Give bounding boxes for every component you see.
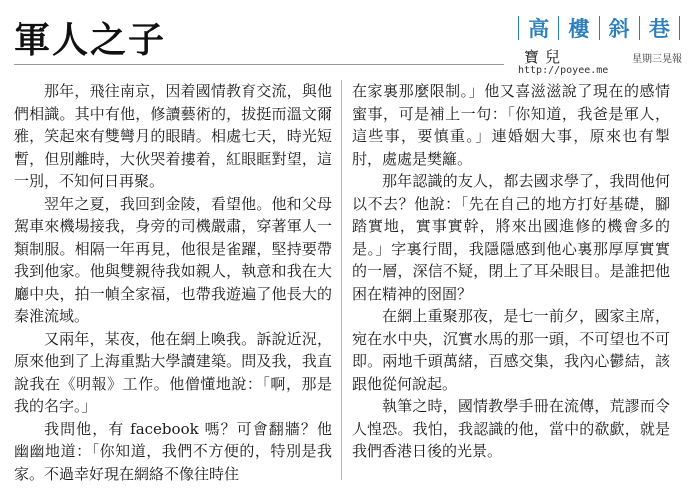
column-name-char: 斜 xyxy=(608,17,630,41)
article-title: 軍人之子 xyxy=(14,19,167,61)
column-divider xyxy=(341,80,342,480)
body-paragraph: 在網上重聚那夜，是七一前夕，國家主席，宛在水中央，沉實水馬的那一頭，不可望也不可即。兩地千頭萬緒，百感交集，我內心鬱結，該跟他從何說起。 xyxy=(352,307,670,393)
left-text-column xyxy=(14,80,332,485)
column-name-char: 巷 xyxy=(648,17,670,41)
column-name-divider xyxy=(558,16,559,40)
column-name xyxy=(518,14,680,42)
body-paragraph: 那年認識的友人，都去國求學了，我問他何以不去？他說：「先在自己的地方打好基礎，腳踏實地，實事實幹，將來出國進修的機會多的是。」字裏行間，我隱隱感到他心裏那厚厚實實的一層，深信不疑，閉上了耳朵眼目。是誰把他困在精神的囹圄？ xyxy=(352,172,670,303)
author-name: 寶兒 xyxy=(524,48,567,66)
body-paragraph: 翌年之夏，我回到金陵，看望他。他和父母駕車來機場接我，身旁的司機嚴肅，穿著軍人一類制服。相隔一年再見，他很是雀躍，堅持要帶我到他家。他與雙親待我如親人，執意和我在大廳中央，拍一幀全家福，也帶我遊遍了他長大的秦淮流域。 xyxy=(14,194,332,325)
body-paragraph: 那年，飛往南京，因着國情教育交流，與他們相識。其中有他，修讀藝術的，拔挺而溫文爾雅，笑起來有雙彎月的眼睛。相處七天，時光短暫，但別離時，大伙哭着摟着，紅眼眶對望，這一別，不知何日再聚。 xyxy=(14,82,332,190)
body-paragraph: 在家裏那麼限制。」他又喜滋滋說了現在的感情蜜事，可是補上一句：「你知道，我爸是軍人，這些事，要慎重。」連婚姻大事，原來也有掣肘，處處是樊籬。 xyxy=(352,82,670,168)
column-masthead xyxy=(516,10,684,80)
author-url: http://poyee.me xyxy=(518,65,609,76)
column-name-divider xyxy=(599,16,600,40)
column-name-divider xyxy=(518,16,519,40)
body-paragraph: 執筆之時，國情教學手冊在流傳，荒謬而令人惶恐。我怕，我認識的他，當中的欷歔，就是我們香港日後的光景。 xyxy=(352,397,670,460)
weekday-label: 星期三晃報 xyxy=(632,54,682,65)
body-paragraph: 又兩年，某夜，他在網上喚我。訴說近況，原來他到了上海重點大學讀建築。問及我，我直說我在《明報》工作。他僧懂地說：「啊，那是我的名字。」 xyxy=(14,329,332,415)
column-name-divider xyxy=(639,16,640,40)
column-name-char: 高 xyxy=(528,17,550,41)
title-rule xyxy=(14,64,504,65)
right-text-column xyxy=(352,80,670,463)
column-name-divider xyxy=(679,16,680,40)
body-paragraph: 我問他，有 facebook 嗎？可會翻牆？他幽幽地道：「你知道，我們不方便的，特別是我家。不過幸好現在網絡不像往時住 xyxy=(14,419,332,483)
column-name-char: 樓 xyxy=(568,17,590,41)
